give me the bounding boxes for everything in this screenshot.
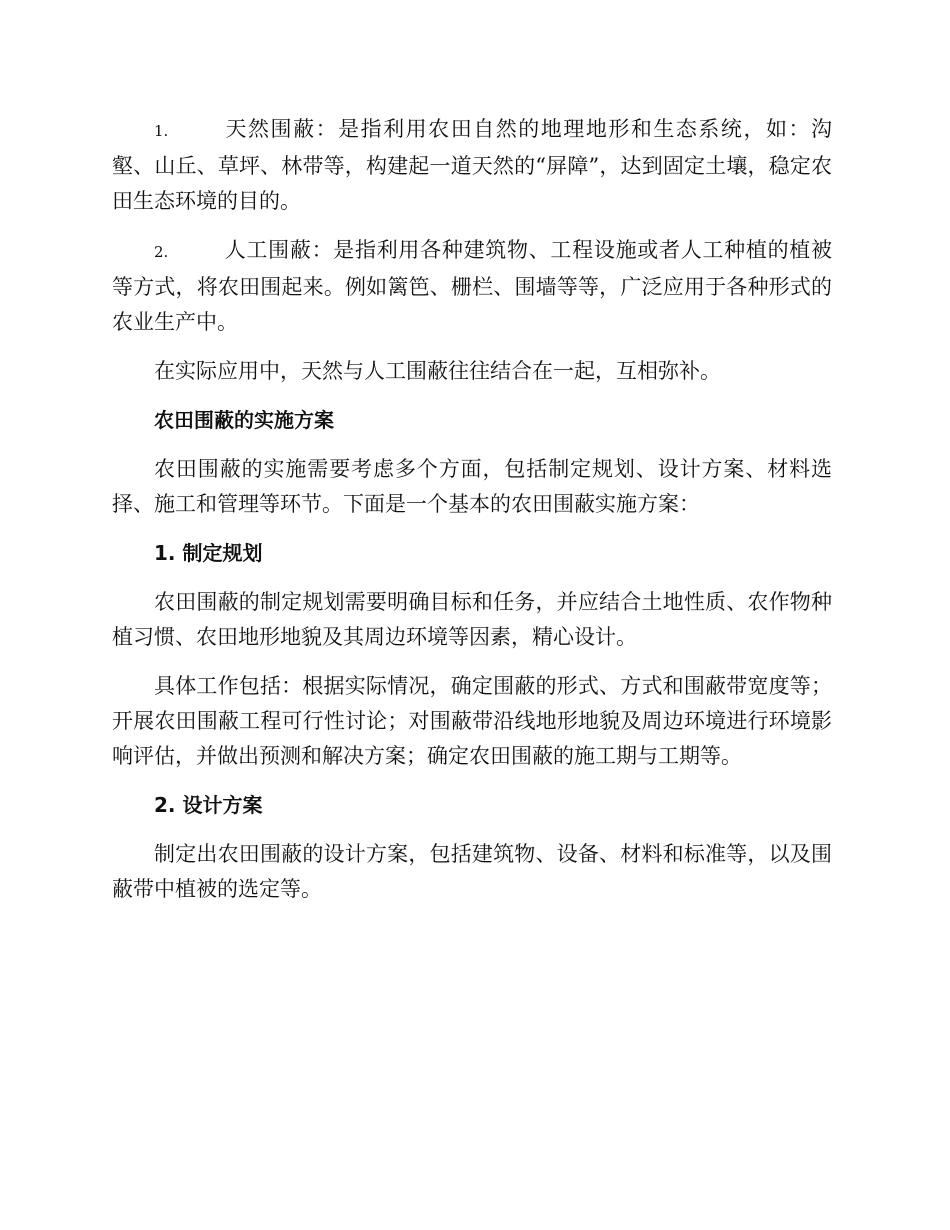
list-item-natural-enclosure xyxy=(112,112,832,219)
section-heading-implementation-plan: 农田围蔽的实施方案 xyxy=(154,408,334,432)
list-item-text: 天然围蔽：是指利用农田自然的地理地形和生态系统，如：沟壑、山丘、草坪、林带等，构建起一道天然的“屏障”，达到固定土壤，稳定农田生态环境的目的。 xyxy=(112,117,832,213)
paragraph-plan-intro: 农田围蔽的实施需要考虑多个方面，包括制定规划、设计方案、材料选择、施工和管理等环节。下面是一个基本的农田围蔽实施方案： xyxy=(112,457,832,516)
subheading-step-1: 1. 制定规划 xyxy=(154,541,263,565)
subheading-step-2: 2. 设计方案 xyxy=(154,793,263,817)
paragraph-step-1-details: 具体工作包括：根据实际情况，确定围蔽的形式、方式和围蔽带宽度等；开展农田围蔽工程可行性讨论；对围蔽带沿线地形地貌及周边环境进行环境影响评估，并做出预测和解决方案；确定农田围蔽的施工期与工期等。 xyxy=(112,674,832,768)
paragraph-step-2-design: 制定出农田围蔽的设计方案，包括建筑物、设备、材料和标准等，以及围蔽带中植被的选定等。 xyxy=(112,842,832,901)
paragraph-step-1-planning: 农田围蔽的制定规划需要明确目标和任务，并应结合土地性质、农作物种植习惯、农田地形地貌及其周边环境等因素，精心设计。 xyxy=(112,590,832,649)
document-page xyxy=(112,112,832,921)
list-item-text: 人工围蔽：是指利用各种建筑物、工程设施或者人工种植的植被等方式，将农田围起来。例如篱笆、栅栏、围墙等等，广泛应用于各种形式的农业生产中。 xyxy=(112,238,832,334)
list-item-artificial-enclosure xyxy=(112,233,832,340)
list-number: 1. xyxy=(154,122,169,140)
list-number: 2. xyxy=(154,243,169,261)
paragraph-combination: 在实际应用中，天然与人工围蔽往往结合在一起，互相弥补。 xyxy=(154,359,721,383)
